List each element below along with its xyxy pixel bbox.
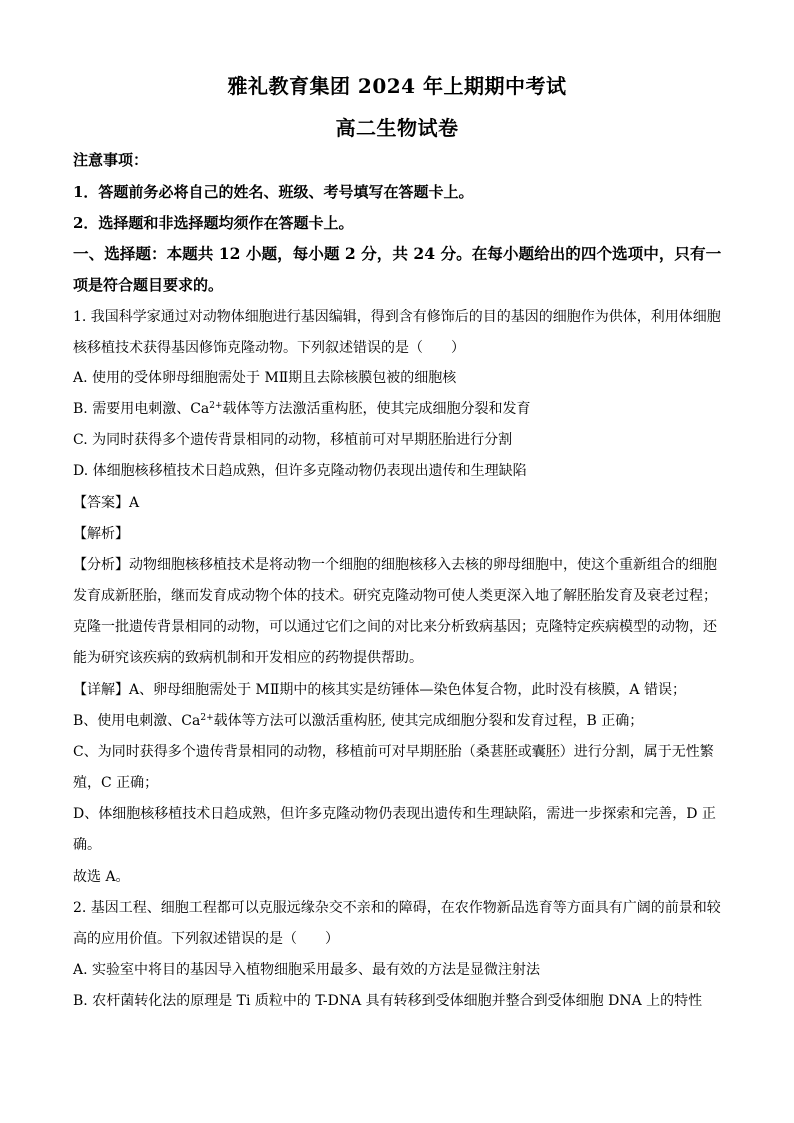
q2-option-a: A. 实验室中将目的基因导入植物细胞采用最多、最有效的方法是显微注射法 xyxy=(73,962,541,978)
exam-subtitle: 高二生物试卷 xyxy=(335,116,459,140)
q1-fenxi-line-4: 能为研究该疾病的致病机制和开发相应的药物提供帮助。 xyxy=(73,650,423,666)
q1-fenxi-line-3: 克隆一批遗传背景相同的动物，可以通过它们之间的对比来分析致病基因；克隆特定疾病模型的动物，还 xyxy=(73,619,717,635)
q1-stem-line-1: 1. 我国科学家通过对动物体细胞进行基因编辑，得到含有修饰后的目的基因的细胞作为供体，利用体细胞 xyxy=(73,309,721,325)
q1-conclusion: 故选 A。 xyxy=(73,869,130,885)
q1-option-b: B. 需要用电刺激、$Ca^{2+}$载体等方法激活重构胚，使其完成细胞分裂和发育 xyxy=(73,401,531,417)
q1-fenxi-line-2: 发育成新胚胎，继而发育成动物个体的技术。研究克隆动物可使人类更深入地了解胚胎发育及衰老过程； xyxy=(73,588,717,604)
notice-heading: 注意事项： xyxy=(73,151,149,169)
q1-detail-c-line-2: 殖，C 正确； xyxy=(73,775,159,791)
q1-option-d: D. 体细胞核移植技术日趋成熟，但许多克隆动物仍表现出遗传和生理缺陷 xyxy=(73,463,527,479)
q1-detail-a: 【详解】A、卵母细胞需处于 MⅡ期中的核其实是纺锤体—染色体复合物，此时没有核膜，A 错误； xyxy=(73,682,686,698)
q1-option-a: A. 使用的受体卵母细胞需处于 MⅡ期且去除核膜包被的细胞核 xyxy=(73,370,457,386)
q1-detail-c-line-1: C、为同时获得多个遗传背景相同的动物，移植前可对早期胚胎（桑葚胚或囊胚）进行分割，属于无性繁 xyxy=(73,744,714,760)
q1-fenxi-line-1: 【分析】动物细胞核移植技术是将动物一个细胞的细胞核移入去核的卵母细胞中，使这个重新组合的细胞 xyxy=(73,557,717,573)
q1-answer: 【答案】A xyxy=(73,495,140,511)
q1-detail-b: B、使用电刺激、$Ca^{2+}$载体等方法可以激活重构胚, 使其完成细胞分裂和发育过程，B 正确； xyxy=(73,713,644,729)
q1-analysis-tag: 【解析】 xyxy=(73,526,129,542)
q2-option-b: B. 农杆菌转化法的原理是 Ti 质粒中的 T-DNA 具有转移到受体细胞并整合到受体细胞 DNA 上的特性 xyxy=(73,993,703,1009)
q2-stem-line-1: 2. 基因工程、细胞工程都可以克服远缘杂交不亲和的障碍，在农作物新品选育等方面具有广阔的前景和较 xyxy=(73,900,721,916)
q1-stem-line-2: 核移植技术获得基因修饰克隆动物。下列叙述错误的是（ ） xyxy=(73,340,465,356)
notice-item-2: 2．选择题和非选择题均须作在答题卡上。 xyxy=(73,214,354,232)
exam-title: 雅礼教育集团 2024 年上期期中考试 xyxy=(227,74,567,98)
q1-detail-d-line-1: D、体细胞核移植技术日趋成熟，但许多克隆动物仍表现出遗传和生理缺陷，需进一步探索和完善，D 正 xyxy=(73,806,716,822)
q1-option-c: C. 为同时获得多个遗传背景相同的动物，移植前可对早期胚胎进行分割 xyxy=(73,432,513,448)
q1-detail-d-line-2: 确。 xyxy=(73,837,101,853)
section-heading-line-1: 一、选择题：本题共 12 小题，每小题 2 分，共 24 分。在每小题给出的四个选项中，只有一 xyxy=(73,244,722,263)
q2-stem-line-2: 高的应用价值。下列叙述错误的是（ ） xyxy=(73,931,339,947)
notice-item-1: 1．答题前务必将自己的姓名、班级、考号填写在答题卡上。 xyxy=(73,183,474,201)
section-heading-line-2: 项是符合题目要求的。 xyxy=(73,276,224,294)
